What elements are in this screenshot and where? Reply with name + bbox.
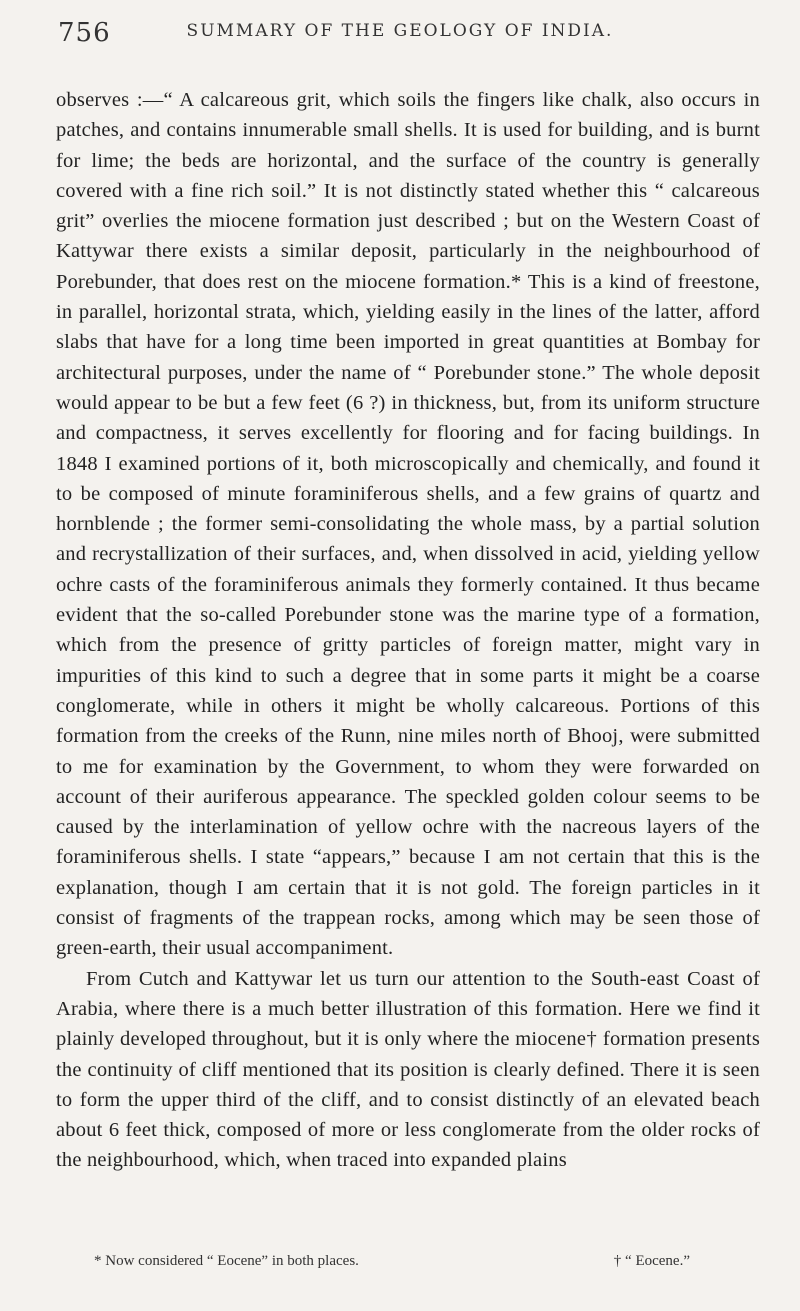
- paragraph-1: observes :—“ A calcareous grit, which soils the fingers like chalk, also occurs in patches, and contains innumerable small shells. It is used for building, and is burnt for lime; the beds are horizontal, and the surface of the country is generally covered with a fine rich soil.” It is not distinctly stated whether this “ calcareous grit” overlies the miocene formation just described ; but on the Western Coast of Kattywar there exists a similar deposit, particularly in the neighbourhood of Porebunder, that does rest on the miocene formation.* This is a kind of freestone, in parallel, horizontal strata, which, yielding easily in the lines of the latter, afford slabs that have for a long time been imported in great quantities at Bombay for architectural purposes, under the name of “ Porebunder stone.” The whole deposit would appear to be but a few feet (6 ?) in thickness, but, from its uniform structure and compactness, it serves excellently for flooring and for facing buildings. In 1848 I examined portions of it, both microscopically and chemically, and found it to be composed of minute foraminiferous shells, and a few grains of quartz and hornblende ; the former semi-consolidating the whole mass, by a partial solution and recrystallization of their surfaces, and, when dissolved in acid, yielding yellow ochre casts of the foraminiferous animals they formerly contained. It thus became evident that the so-called Porebunder stone was the marine type of a formation, which from the presence of gritty particles of foreign matter, might vary in impurities of this kind to such a degree that in some parts it might be a coarse conglomerate, while in others it might be wholly calcareous. Portions of this formation from the creeks of the Runn, nine miles north of Bhooj, were submitted to me for examination by the Government, to whom they were forwarded on account of their auriferous appearance. The speckled golden colour seems to be caused by the interlamination of yellow ochre with the nacreous layers of the foraminiferous shells. I state “appears,” because I am not certain that this is the explanation, though I am certain that it is not gold. The foreign particles in it consist of fragments of the trappean rocks, among which may be seen those of green-earth, their usual accompaniment.: [56, 89, 760, 960]
- page-number: 756: [58, 18, 111, 48]
- footnote-1: * Now considered “ Eocene” in both places.: [94, 1253, 359, 1269]
- running-title: SUMMARY OF THE GEOLOGY OF INDIA.: [186, 21, 614, 41]
- footnote-2: † “ Eocene.”: [613, 1253, 690, 1269]
- footnotes: [56, 1253, 760, 1270]
- body-text: [56, 85, 760, 1176]
- paragraph-2: From Cutch and Kattywar let us turn our attention to the South-east Coast of Arabia, where there is a much better illustration of this formation. Here we find it plainly developed throughout, but it is only where the miocene† formation presents the continuity of cliff mentioned that its position is clearly defined. There it is seen to form the upper third of the cliff, and to consist distinctly of an elevated beach about 6 feet thick, composed of more or less conglomerate from the older rocks of the neighbourhood, which, when traced into expanded plains: [56, 967, 760, 1172]
